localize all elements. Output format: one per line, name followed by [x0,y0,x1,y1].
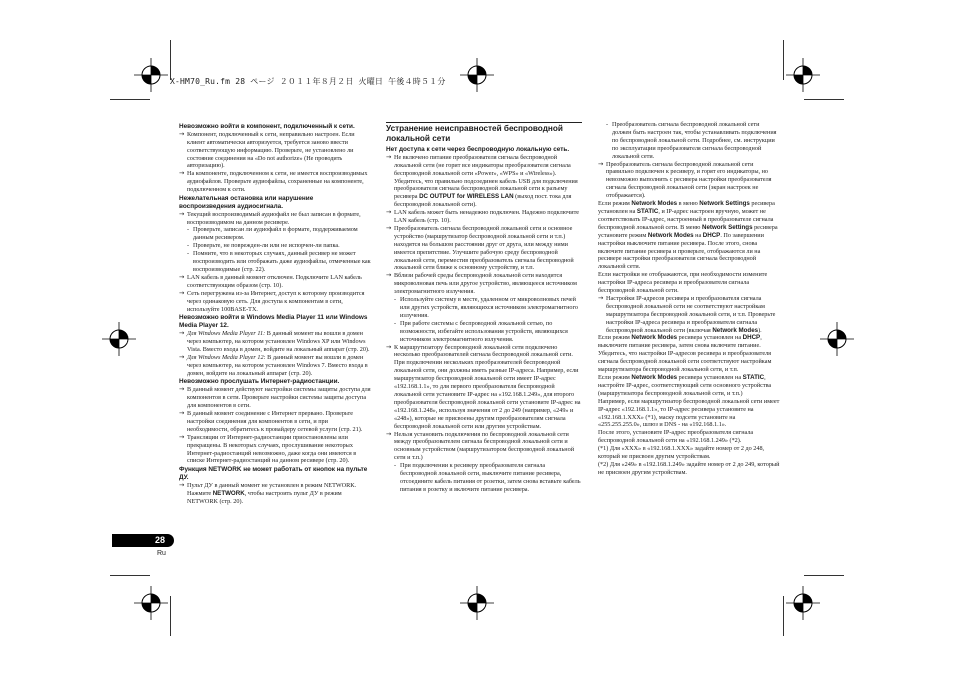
arrow-icon: → [179,272,185,281]
file-header-line: X-HM70_Ru.fm 28 ページ ２０１１年８月２日 火曜日 午後４時５１分 [170,77,446,86]
column-right [598,121,780,477]
crop-line [804,575,844,576]
arrow-icon: → [179,329,185,338]
list-item: → Вблизи рабочей среды беспроводной локальной сети находится микроволновая печь или другое устройство, являющееся источником электромагнитного излучения. [386,271,577,296]
arrow-icon: → [179,288,185,297]
crop-line [110,99,150,100]
list-item: → Настройки IP-адресов ресивера и преобразователя сигнала беспроводной локальной сети не соответствуют настройкам маршрутизатора беспроводной локальной сети, и т.п. Проверьте настройки IP-адреса ресивера и преобразователя сигнала беспроводной локальной сети (включая Network Modes). [598,293,776,334]
section-heading: Функция NETWORK не может работать от кнопок на пульте ДУ. [179,466,368,482]
registration-mark-bottom-left [134,586,168,620]
arrow-icon: → [386,342,392,351]
list-item: → Нельзя установить подключения по беспроводной локальной сети между преобразователем сигнала беспроводной локальной сети и основным устройством (маршрутизатором беспроводной локальной сети и т.п.) [386,429,575,462]
registration-mark-bottom-right [786,586,820,620]
registration-mark-right-middle [820,322,854,356]
arrow-icon: → [179,480,185,489]
paragraph: Если режим Network Modes в меню Network Settings ресивера установлен на STATIC, и IP-адрес настроен вручную, может не соответствовать IP-адрес, настроенный в преобразователе сигнала беспроводной локальной сети. В меню Network Settings ресивера установите режим Network Modes на DHCP. По завершении настройки выключите питание ресивера. После этого, снова включите питание ресивера и проверьте, отображаются ли на ресивере настройки преобразователя сигнала беспроводной локальной сети. [598,200,778,271]
sub-list-item: - При работе системы с беспроводной локальной сетью, по возможности, избегайте использования устройств, являющихся источником электромагнитного излучения. [394,319,568,343]
network-button-label: NETWORK [212,489,245,497]
list-item: → Трансляции от Интернет-радиостанции приостановлены или прекращены. В некоторых случаях, прослушивание некоторых Интернет-радиостанций невозможно, даже когда они имеются в списке Интернет-радиостанций на данном ресивере (стр. 20). [179,432,357,465]
paragraph: Например, если маршрутизатор беспроводной локальной сети имеет IP-адрес «192.168.1.1», то IP-адрес ресивера установите на «192.168.1.XXX» (*1), маску подсети установите на «255.255.255.0», шлюз и DNS - на «192.168.1.1». [598,397,780,429]
arrow-icon: → [386,271,392,280]
arrow-icon: → [179,209,185,218]
list-item: → На компоненте, подключенном к сети, не имеется воспроизводимых аудиофайлов. Проверьте аудиофайлы, сохраненные на компоненте, подключенном к сети. [179,169,368,194]
crop-line [110,575,150,576]
arrow-icon: → [179,169,185,178]
list-item: → К маршрутизатору беспроводной локальной сети подключено несколько преобразователей сигнала беспроводной локальной сети. При подключении нескольких преобразователей беспроводной локальной сети, они должны иметь разные IP-адреса. Например, если маршрутизатор беспроводной локальной сети имеет IP-адрес «192.168.1.1», то для первого преобразователя беспроводной локальной сети установите IP-адрес на «192.168.1.249», для второго преобразователя беспроводной локальной сети установите IP-адрес на «192.168.1.248», используя значения от 2 до 249 (например, «249» и «248»), которые не присвоены другим преобразователям сигнала беспроводной локальной сети или другим устройствам. [386,342,581,430]
page-number: 28 [155,535,166,545]
section-title: Устранение неисправностей беспроводной локальной сети [386,122,582,144]
registration-mark-bottom-center [460,586,494,620]
paragraph: После этого, установите IP-адрес преобразователя сигнала беспроводной локальной сети на «192.168.1.249» (*2). [598,429,754,445]
footnote: (*1) Для «XXX» в «192.168.1.XXX» задайте номер от 2 до 248, который не присвоен другим устройствам. [598,445,765,461]
list-item: → Преобразователь сигнала беспроводной локальной сети правильно подключен к ресиверу, и горят его индикаторы, но невозможно выполнить с ресивера настройки преобразователя сигнала беспроводной локальной сети (экран настроек не отображается). [598,159,772,200]
list-item: → LAN кабель может быть ненадежно подключен. Надежно подключите LAN кабель (стр. 10). [386,208,580,225]
section-heading: Невозможно войти в компонент, подключенный к сети. [179,123,355,130]
arrow-icon: → [179,432,185,441]
page-language-code: Ru [157,550,166,557]
paragraph: Убедитесь, что настройки IP-адресов ресивера и преобразователя сигнала беспроводной локальной сети соответствуют настройкам маршрутизатора беспроводной локальной сети, и т.п. [598,350,772,374]
arrow-icon: → [386,223,392,232]
arrow-icon: → [386,429,392,438]
crop-line [783,596,784,636]
column-left [179,122,371,506]
list-item: → Пульт ДУ в данный момент не установлен в режим NETWORK. Нажмите NETWORK, чтобы настроить пульт ДУ в режим NETWORK (стр. 20). [179,480,357,505]
list-item: → Компонент, подключенный к сети, неправильно настроен. Если клиент автоматически авторизуется, требуется заново ввести соответствующую информацию. Проверьте, не установлено ли состояние соединения на «Do not authorize» (Не проводить авторизацию). [179,129,355,170]
paragraph: Если режим Network Modes ресивера установлен на STATIC, настройте IP-адрес, соответствующий сети основного устройства (маршрутизатора беспроводной локальной сети, и т.п.) [598,374,772,397]
list-item: → Не включено питание преобразователя сигнала беспроводной локальной сети (не горит все индикаторы преобразователя сигнала беспроводной локальной сети «Power», «WPS» и «Wireless»). Убедитесь, что правильно подсоединен кабель USB для подключения преобразователя сигнала беспроводной локальной сети к разъему ресивера DC OUTPUT for WIRELESS LAN (выход пост. тока для беспроводной локальной сети). [386,152,578,209]
section-heading: Невозможно войти в Windows Media Player 11 или Windows Media Player 12. [179,314,368,330]
sub-list-item: - Помните, что в некоторых случаях, данный ресивер не может воспроизводить или отображать даже аудиофайлы, отмеченные как воспроизводимые (стр. 22). [187,250,371,273]
sub-list-item: - Проверьте, записан ли аудиофайл в формате, поддерживаемом данным ресивером. [187,226,358,242]
sub-list-item: - При подключении к ресиверу преобразователя сигнала беспроводной локальной сети, выключите питание ресивера, отсоедините кабель питания от розетки, затем снова вставьте кабель питания в розетку и включите питание ресивера. [394,462,581,493]
sub-list-item: - Преобразователь сигнала беспроводной локальной сети должен быть настроен так, чтобы устанавливать подключения по беспроводной локальной сети. Подробнее, см. инструкции по эксплуатации преобразователя сигнала беспроводной локальной сети. [606,121,777,160]
registration-mark-top-left [134,58,168,92]
crop-line [783,40,784,80]
sub-list-item: - Проверьте, не поврежден-ли или не испорчен-ли папка. [187,242,340,250]
crop-line [804,99,844,100]
list-item: → Для Windows Media Player 12: В данный момент вы вошли в домен через компьютер, на котором установлен Windows 7. Вместо входа в домен, войдите на локальный аппарат (стр. 20). [179,352,368,377]
list-item: → В данный момент соединение с Интернет прервано. Проверьте настройки соединения для компонентов в сети, и при необходимости, обратитесь к провайдеру сетевой услуги (стр. 21). [179,408,363,433]
arrow-icon: → [179,129,185,138]
section-heading: Нежелательная остановка или нарушение воспроизведения аудиосигнала. [179,195,314,210]
registration-mark-left-middle [102,322,136,356]
section-heading: Нет доступа к сети через беспроводную локальную сеть. [386,146,570,153]
list-item: → LAN кабель в данный момент отключен. Подключите LAN кабель соответствующим образом (стр. 10). [179,272,362,289]
arrow-icon: → [179,385,185,394]
list-item: → Текущий воспроизводимый аудиофайл не был записан в формате, воспроизводимом на данном ресивере. [179,209,361,226]
list-item: → Преобразователь сигнала беспроводной локальной сети и основное устройство (маршрутизатор беспроводной локальной сети и т.п.) находятся на большом расстоянии друг от друга, или между ними имеется препятствие. Улучшите рабочую среду беспроводной локальной сети, переместив преобразователь сигнала беспроводной локальной сети ближе к основному устройству, и т.п. [386,223,574,272]
arrow-icon: → [179,408,185,417]
arrow-icon: → [386,208,392,217]
arrow-icon: → [179,352,185,361]
paragraph: Если настройки не отображаются, при необходимости измените настройки IP-адреса ресивера и преобразователя сигнала беспроводной локальной сети. [598,271,768,295]
paragraph: Если режим Network Modes ресивера установлен на DHCP, выключите питание ресивера, затем снова включите питание. [598,334,762,350]
footnote: (*2) Для «249» в «192.168.1.249» задайте номер от 2 до 249, который не присвоен другим устройствам. [598,460,780,476]
list-item: → Для Windows Media Player 11: В данный момент вы вошли в домен через компьютер, на котором установлен Windows XP или Windows Vista. Вместо входа в домен, войдите на локальный аппарат (стр. 20). [179,329,370,353]
arrow-icon: → [386,152,392,161]
crop-line [170,40,171,80]
column-middle [386,122,582,494]
arrow-icon: → [598,293,604,302]
crop-line [170,596,171,636]
sub-list-item: - Используйте систему в месте, удаленном от микроволновых печей или других устройств, являющихся источником электромагнитного излучения. [394,296,578,319]
list-item: → В данный момент действуют настройки системы защиты доступа для компонентов в сети. Проверьте настройки системы защиты доступа для компонентов в сети. [179,385,371,410]
list-item: → Сеть перегружена из-за Интернет, доступ к которому производится через одинаковую сеть. Для доступа к компонентам в сети, используйте 100BASE-TX. [179,288,365,313]
section-heading: Невозможно прослушать Интернет-радиостанции. [179,378,340,386]
registration-mark-top-right [786,58,820,92]
arrow-icon: → [598,159,604,168]
